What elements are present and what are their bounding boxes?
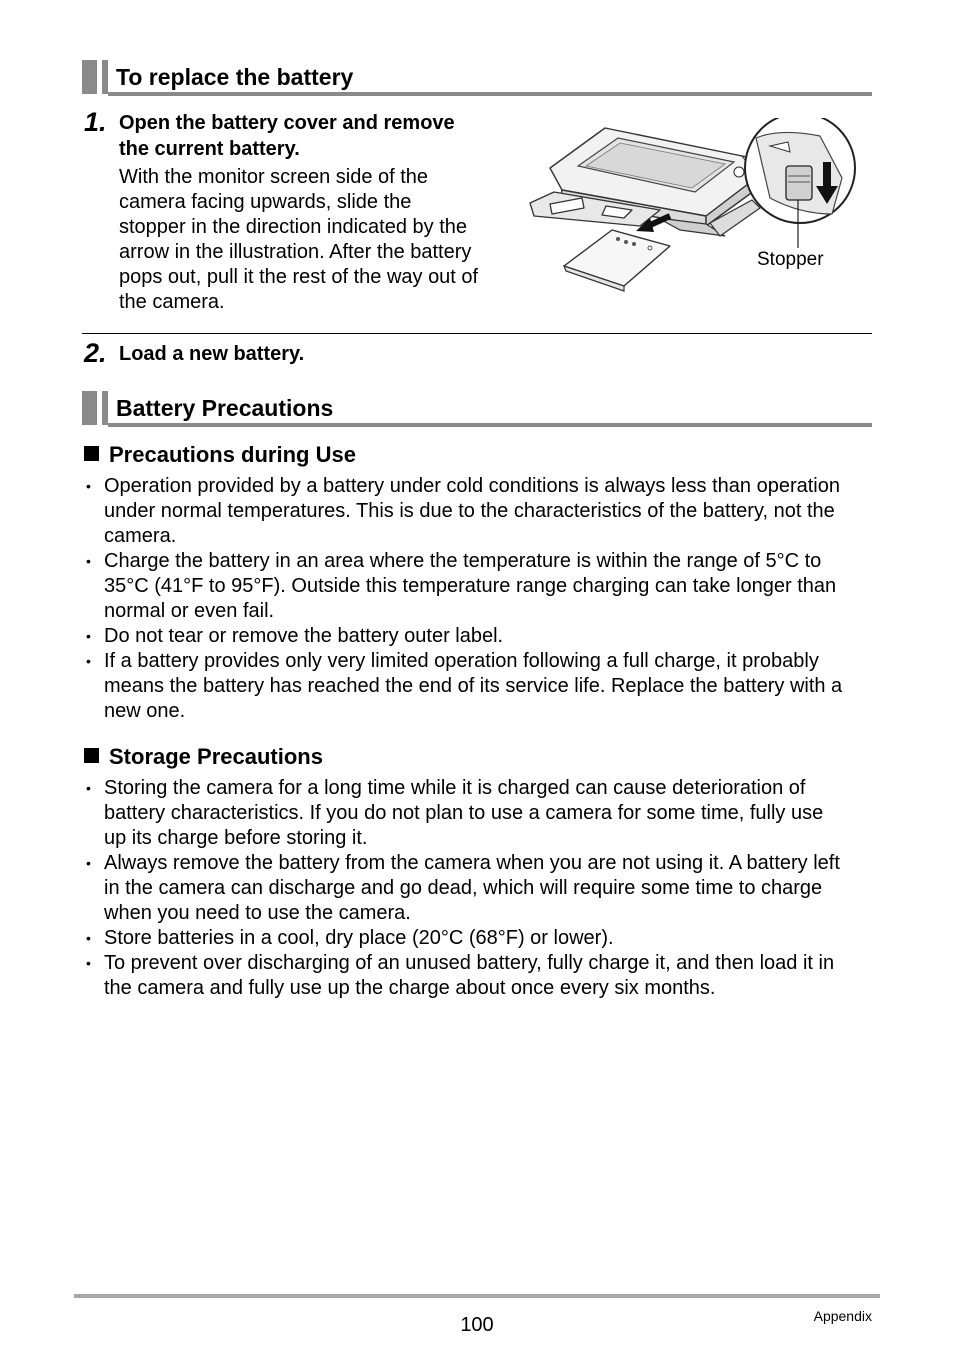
- precautions-use-list: [84, 474, 872, 724]
- list-item: [84, 549, 872, 624]
- stopper-callout-label: Stopper: [757, 249, 824, 270]
- list-item-line: • Charge the battery in an area where the temperature is within the range of 5°C to: [104, 550, 822, 572]
- section-header-replace-battery: [82, 60, 872, 96]
- list-item-line: • Always remove the battery from the camera when you are not using it. A battery left: [104, 852, 840, 874]
- square-bullet-icon: [84, 748, 99, 763]
- list-item-line: • Storing the camera for a long time while it is charged can cause deterioration of: [104, 777, 806, 799]
- step-number-1: 1.: [84, 107, 107, 137]
- header-bar-thick: [82, 60, 97, 94]
- footer-rule: [74, 1294, 880, 1298]
- section-title: Battery Precautions: [116, 395, 334, 421]
- step-1-body-line: camera facing upwards, slide the: [119, 191, 412, 213]
- section-header-battery-precautions: [82, 391, 872, 427]
- stopper-latch: [786, 166, 812, 200]
- step-1-title-line: Open the battery cover and remove: [119, 112, 455, 134]
- storage-precautions-list: [84, 776, 872, 1001]
- header-bar-thick: [82, 391, 97, 425]
- list-item: [84, 926, 872, 951]
- step-1-body-line: With the monitor screen side of the: [119, 166, 429, 188]
- list-item: [84, 474, 872, 549]
- list-item-line: battery characteristics. If you do not plan to use a camera for some time, fully use: [104, 802, 824, 824]
- step-1-body: [119, 165, 478, 315]
- step-divider: [82, 333, 872, 334]
- step-1-body-line: stopper in the direction indicated by the: [119, 216, 467, 238]
- page-number: 100: [460, 1314, 494, 1336]
- footer-section-label: Appendix: [813, 1308, 872, 1324]
- list-item: [84, 851, 872, 926]
- header-rule: [108, 423, 872, 427]
- list-item: [84, 776, 872, 851]
- section-title: To replace the battery: [116, 64, 354, 90]
- list-item: [84, 624, 872, 649]
- subheading-storage-precautions: [84, 743, 323, 771]
- step-1-body-line: arrow in the illustration. After the battery: [119, 241, 472, 263]
- step-2-title: Load a new battery.: [119, 343, 305, 365]
- header-bar-thin: [102, 60, 108, 94]
- step-1-title-line: the current battery.: [119, 138, 300, 160]
- step-1-body-line: the camera.: [119, 291, 225, 313]
- list-item: [84, 951, 872, 1001]
- battery: [564, 230, 670, 291]
- stopper-detail-magnifier: [745, 118, 855, 223]
- list-item-line: • Store batteries in a cool, dry place (20°C (68°F) or lower).: [104, 927, 614, 949]
- list-item-line: under normal temperatures. This is due to the characteristics of the battery, not the: [104, 500, 835, 522]
- list-item-line: • If a battery provides only very limited operation following a full charge, it probably: [104, 650, 819, 672]
- list-item-line: camera.: [104, 525, 177, 547]
- header-rule: [108, 92, 872, 96]
- list-item-line: • Do not tear or remove the battery outer label.: [104, 625, 504, 647]
- list-item-line: the camera and fully use up the charge about once every six months.: [104, 977, 716, 999]
- list-item-line: • To prevent over discharging of an unused battery, fully charge it, and then load it in: [104, 952, 835, 974]
- header-bar-thin: [102, 391, 108, 425]
- subheading-text: Precautions during Use: [109, 442, 356, 467]
- subheading-precautions-use: [84, 441, 356, 469]
- list-item-line: in the camera can discharge and go dead, which will require some time to charge: [104, 877, 823, 899]
- square-bullet-icon: [84, 446, 99, 461]
- step-1-title: [119, 110, 455, 162]
- step-1-body-line: pops out, pull it the rest of the way out of: [119, 266, 479, 288]
- list-item: [84, 649, 872, 724]
- subheading-text: Storage Precautions: [109, 744, 323, 769]
- list-item-line: 35°C (41°F to 95°F). Outside this temperature range charging can take longer than: [104, 575, 837, 597]
- list-item-line: means the battery has reached the end of its service life. Replace the battery with a: [104, 675, 843, 697]
- step-number-2: 2.: [84, 338, 107, 368]
- list-item-line: normal or even fail.: [104, 600, 275, 622]
- list-item-line: • Operation provided by a battery under cold conditions is always less than operation: [104, 475, 840, 497]
- list-item-line: when you need to use the camera.: [104, 902, 411, 924]
- list-item-line: new one.: [104, 700, 186, 722]
- list-item-line: up its charge before storing it.: [104, 827, 368, 849]
